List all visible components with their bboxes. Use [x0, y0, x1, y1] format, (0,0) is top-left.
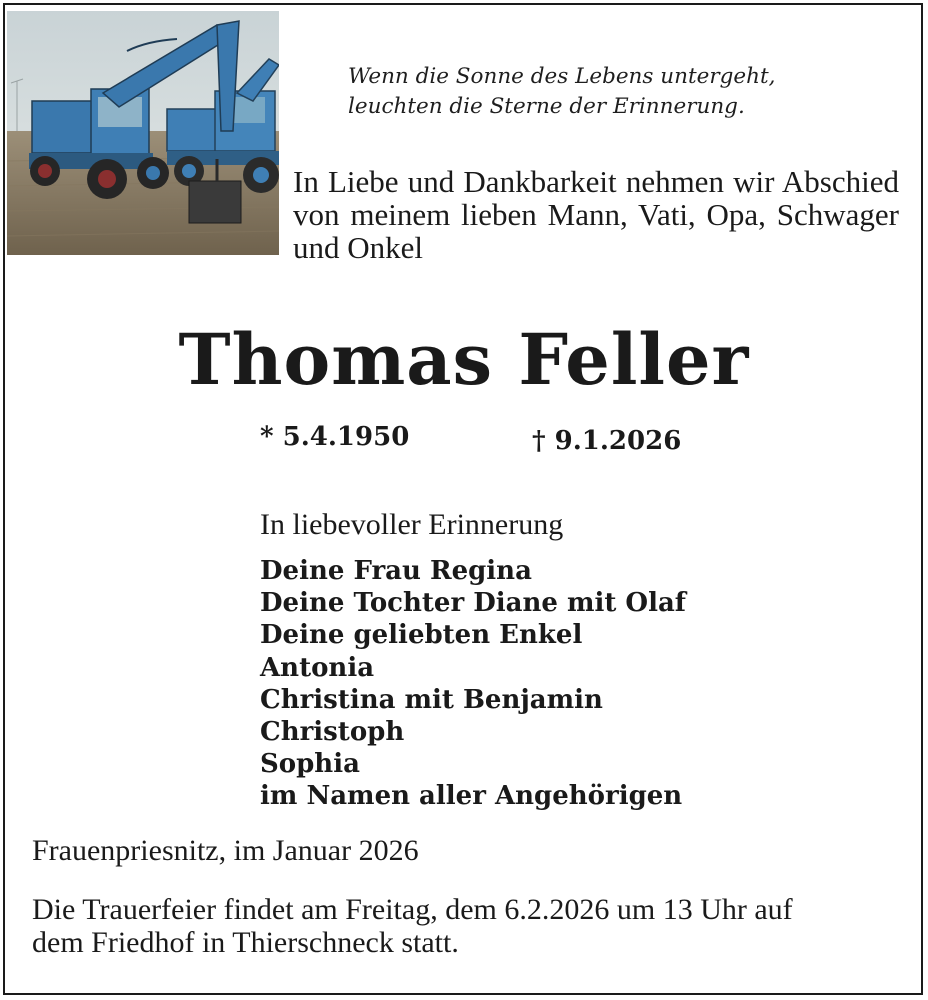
mourner-line: Christina mit Benjamin — [260, 684, 603, 715]
funeral-line: dem Friedhof in Thierschneck statt. — [32, 926, 459, 959]
death-date: † 9.1.2026 — [532, 426, 682, 456]
funeral-line: Die Trauerfeier findet am Freitag, dem 6.2.2026 um 13 Uhr auf — [32, 893, 793, 926]
excavator-photo — [7, 11, 279, 255]
place-and-date: Frauenpriesnitz, im Januar 2026 — [32, 834, 419, 867]
mourner-line: Deine Frau Regina — [260, 556, 532, 586]
memory-heading: In liebevoller Erinnerung — [260, 508, 564, 541]
mourner-line: im Namen aller Angehörigen — [260, 781, 683, 812]
farewell-intro: In Liebe und Dankbarkeit nehmen wir Abschied von meinem lieben Mann, Vati, Opa, Schwager und Onkel — [293, 164, 899, 265]
mourner-line: Sophia — [260, 749, 360, 780]
quote-line: leuchten die Sterne der Erinnerung. — [348, 94, 745, 119]
mourner-line: Antonia — [260, 652, 375, 683]
mourner-line: Deine Tochter Diane mit Olaf — [260, 588, 686, 619]
quote-line: Wenn die Sonne des Lebens untergeht, — [348, 64, 776, 89]
mourners-list — [260, 555, 686, 813]
birth-date: * 5.4.1950 — [260, 422, 410, 452]
mourner-line: Christoph — [260, 717, 405, 748]
memorial-quote — [348, 62, 888, 122]
deceased-name: Thomas Feller — [178, 318, 750, 401]
mourner-line: Deine geliebten Enkel — [260, 620, 583, 651]
funeral-info — [32, 893, 912, 959]
